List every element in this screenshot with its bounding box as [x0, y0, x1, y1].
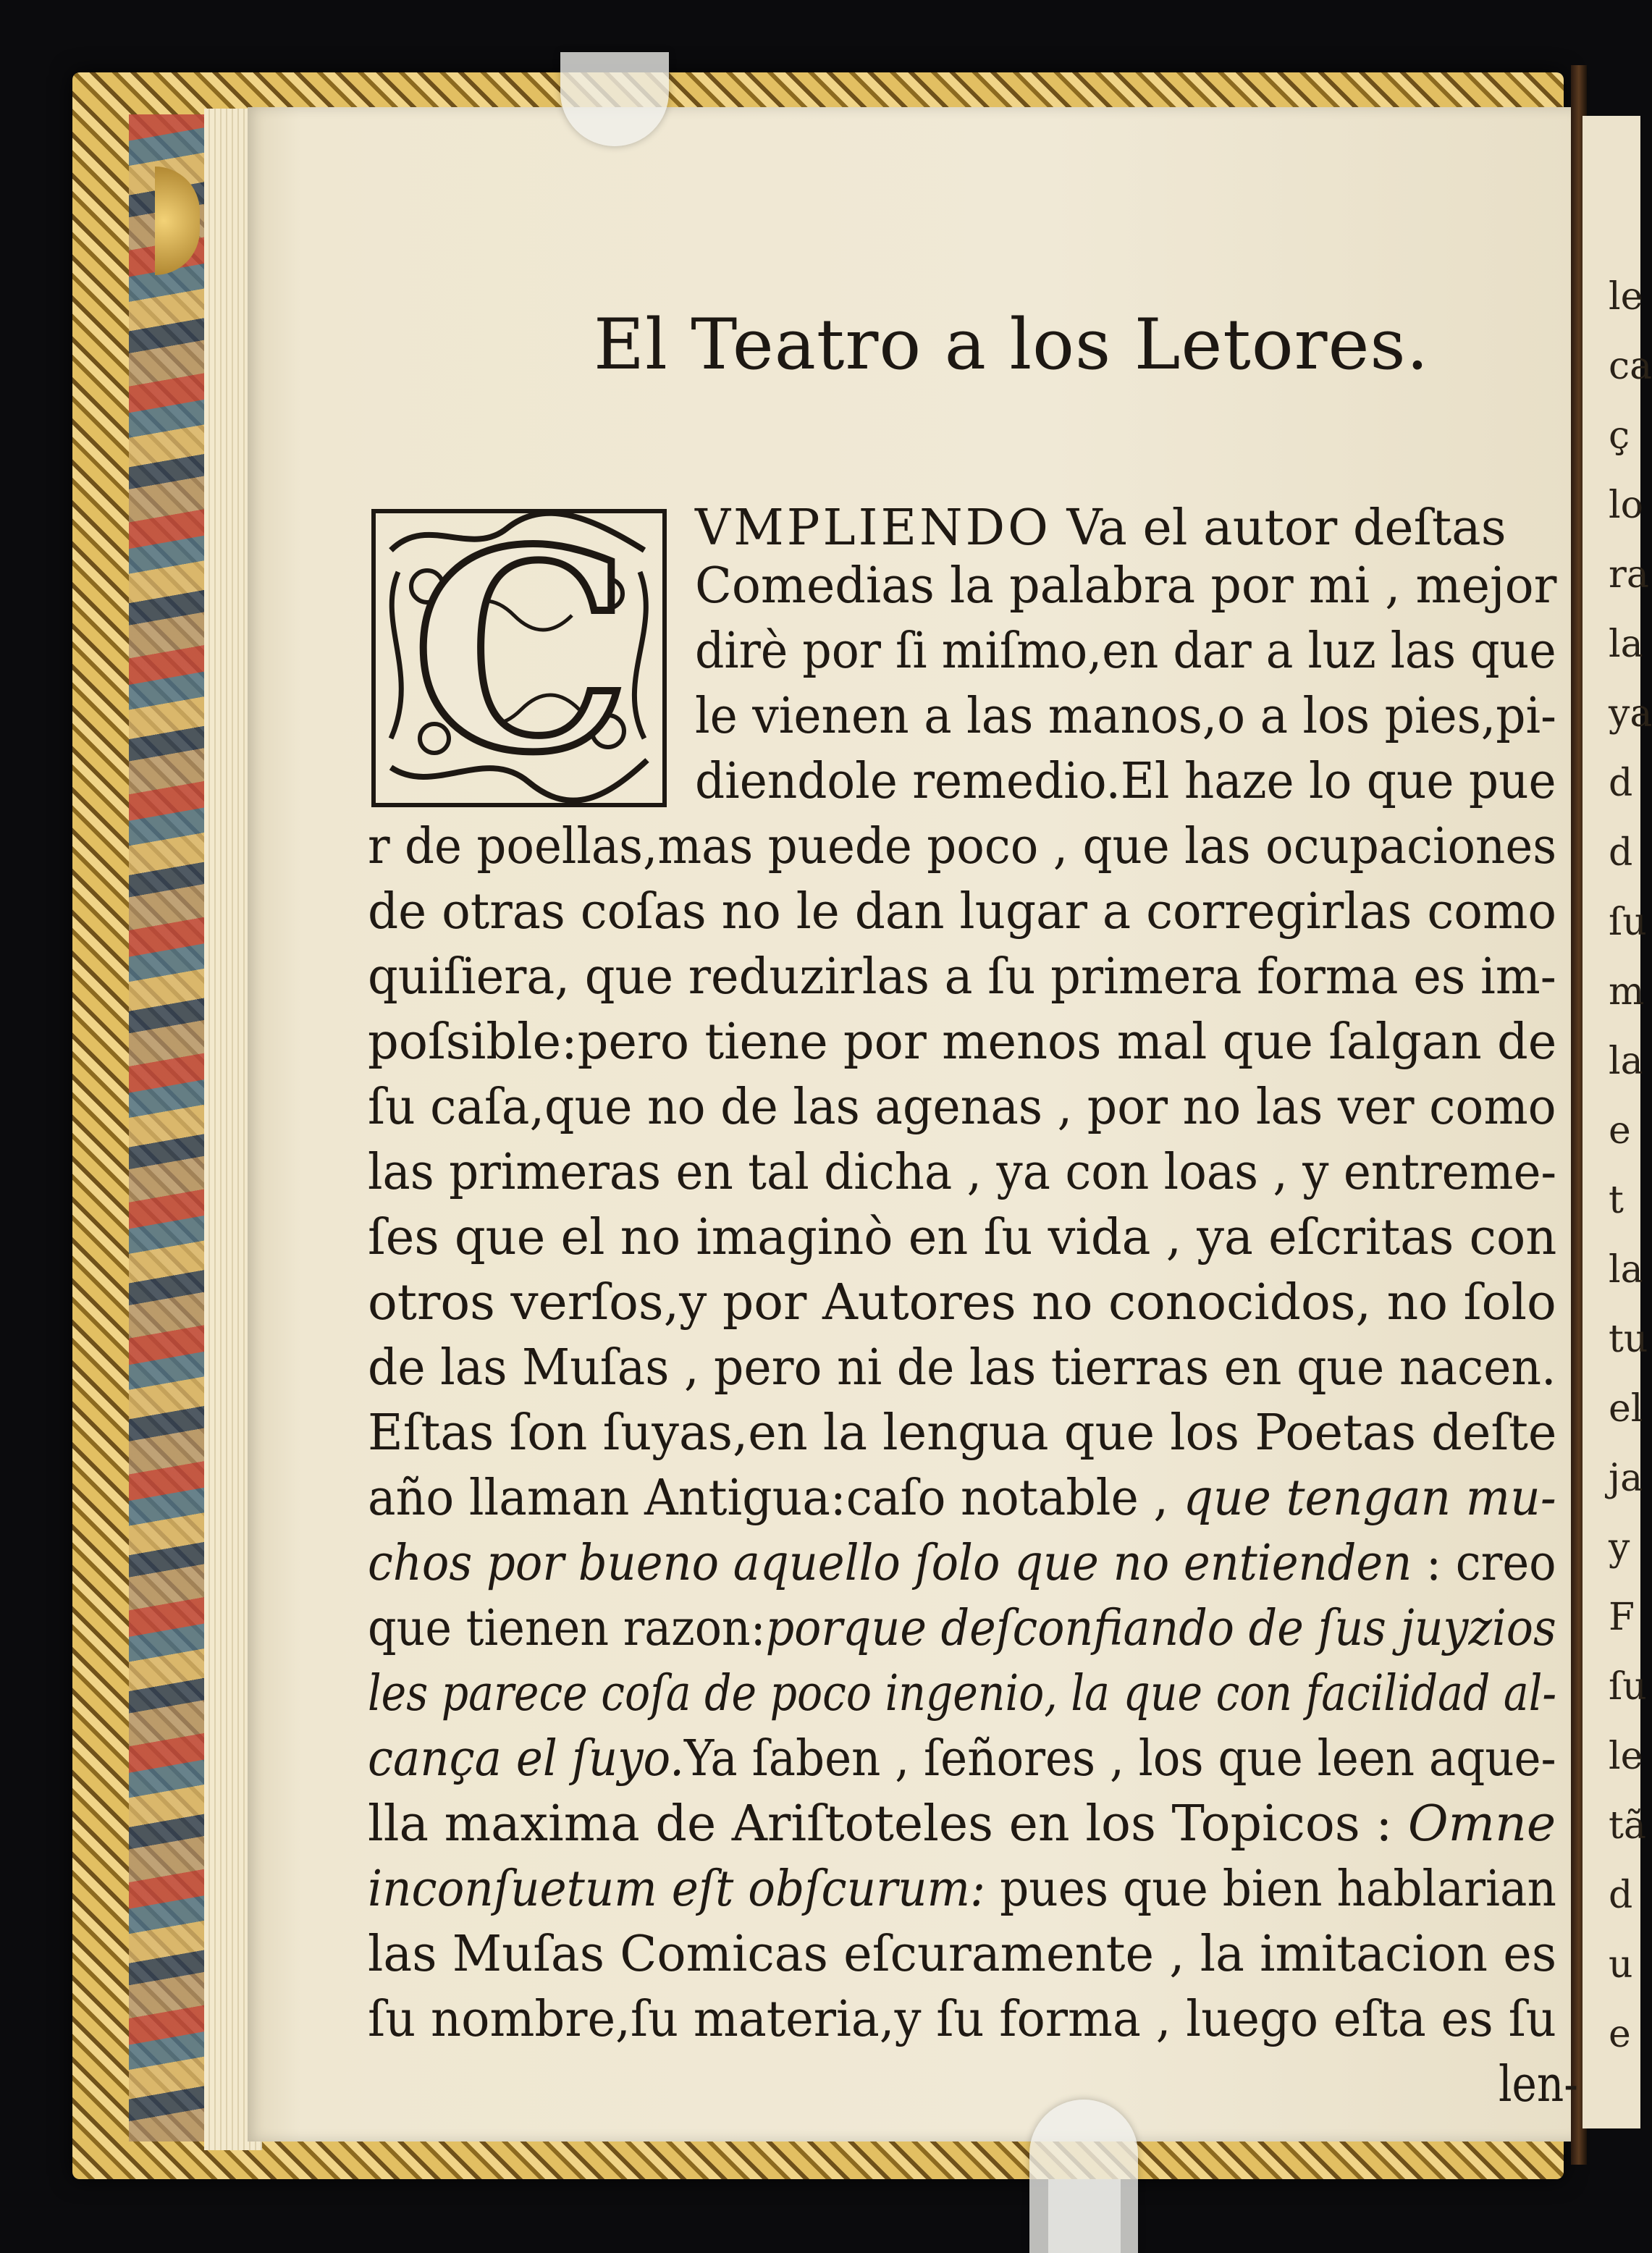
text-segment: chos por bueno aquello ſolo que no entienden [368, 1535, 1412, 1592]
text-segment: de otras coſas no le dan lugar a corregirlas como [368, 883, 1557, 940]
text-segment: inconſuetum eſt obſcurum: [368, 1861, 986, 1918]
text-segment: que tienen razon: [368, 1600, 766, 1657]
facing-page-fragment: ſu [1609, 901, 1647, 944]
facing-page-fragment: d [1609, 831, 1633, 875]
text-line [695, 500, 1506, 557]
text-line [368, 1600, 1556, 1658]
dropcap-letter: C [411, 489, 631, 813]
text-line [695, 557, 1556, 615]
text-segment: r de poellas,mas puede poco , que las ocupaciones [368, 818, 1557, 875]
text-line [368, 1274, 1556, 1332]
text-line [368, 1991, 1556, 2049]
facing-page-fragment: le [1609, 1735, 1643, 1778]
facing-page-fragment: u [1609, 1943, 1633, 1987]
marbled-endpaper [129, 114, 208, 2142]
text-line [368, 1079, 1556, 1137]
text-segment: : creo [1412, 1535, 1556, 1592]
text-line [368, 1144, 1556, 1202]
facing-page-fragment: e [1609, 1109, 1631, 1153]
text-segment: porque deſconfiando de ſus juyzios [765, 1600, 1556, 1657]
facing-page-fragment: ra [1609, 553, 1649, 597]
facing-page-fragment: d [1609, 762, 1633, 805]
text-line [368, 1014, 1556, 1071]
text-segment: año llaman Antigua:caſo notable , [368, 1470, 1184, 1527]
text-segment: ſes que el no imaginò en ſu vida , ya eſcritas con [368, 1209, 1557, 1266]
text-line [368, 948, 1556, 1006]
facing-page-fragment: ja [1609, 1457, 1643, 1500]
text-line [368, 1535, 1556, 1593]
facing-page-fragment: ç [1609, 414, 1630, 458]
facing-page-fragment: le [1609, 275, 1643, 319]
text-line [368, 1861, 1556, 1919]
text-segment: len- [1499, 2056, 1578, 2113]
facing-page-fragment: lo [1609, 484, 1643, 527]
facing-page-fragment: la [1609, 1040, 1643, 1083]
facing-page-fragment: tã [1609, 1804, 1646, 1848]
text-segment: ſu caſa,que no de las agenas , por no las ver como [368, 1079, 1556, 1136]
facing-page-fragment: F [1609, 1596, 1635, 1639]
text-segment: poſsible:pero tiene por menos mal que ſalgan de [368, 1014, 1557, 1071]
text-line [368, 883, 1556, 941]
text-segment: lla maxima de Ariſtoteles en los Topicos : [368, 1795, 1408, 1853]
text-segment: las Muſas Comicas eſcuramente , la imitacion es [368, 1926, 1557, 1983]
facing-page-fragment: ya [1609, 692, 1652, 736]
text-segment: las primeras en tal dicha , ya con loas , y entreme- [368, 1144, 1557, 1201]
text-segment: le vienen a las manos,o a los pies,pi- [695, 688, 1556, 745]
text-line [695, 623, 1556, 681]
text-line [368, 1209, 1556, 1267]
page-title: El Teatro a los Letores. [594, 304, 1430, 385]
facing-page-fragment: ca [1609, 345, 1652, 388]
text-line [368, 1665, 1556, 1723]
facing-page-fragment: y [1609, 1526, 1630, 1570]
text-line [695, 753, 1556, 811]
text-line [368, 1926, 1556, 1984]
text-segment: dirè por ſi miſmo,en dar a luz las que [695, 623, 1556, 680]
text-segment: otros verſos,y por Autores no conocidos, no ſolo [368, 1274, 1556, 1331]
text-segment: quiſiera, que reduzirlas a ſu primera forma es im- [368, 948, 1556, 1006]
text-segment: que tengan mu- [1183, 1470, 1556, 1527]
facing-page-fragment: ſu [1609, 1665, 1647, 1709]
facing-page-fragment: el [1609, 1387, 1643, 1431]
facing-page-fragment: d [1609, 1874, 1633, 1917]
text-segment: de las Muſas , pero ni de las tierras en que nacen. [368, 1339, 1556, 1397]
text-line [368, 1730, 1556, 1788]
text-line [368, 1405, 1556, 1462]
text-line [1499, 2056, 1578, 2114]
text-segment: Ya ſaben , ſeñores , los que leen aque- [683, 1730, 1556, 1787]
facing-page-fragment: la [1609, 623, 1643, 666]
text-segment: Comedias la palabra por mi , mejor [695, 557, 1557, 615]
text-line [368, 1470, 1556, 1528]
text-line [368, 818, 1556, 876]
text-line [695, 688, 1556, 746]
text-segment: ſu nombre,ſu materia,y ſu forma , luego eſta es ſu [368, 1991, 1556, 2048]
text-line [368, 1795, 1556, 1853]
facing-page-fragment: m [1609, 970, 1645, 1014]
facing-page-fragment: la [1609, 1248, 1643, 1292]
facing-page-fragment: tu [1609, 1318, 1648, 1361]
facing-page-fragment: t [1609, 1179, 1624, 1222]
facing-page-fragment: e [1609, 2013, 1631, 2056]
text-segment: VMPLIENDO [695, 500, 1051, 557]
text-segment: diendole remedio.El haze lo que pue [695, 753, 1556, 810]
text-segment: Va el autor deſtas [1050, 500, 1506, 557]
text-segment: cança el ſuyo. [368, 1730, 684, 1787]
text-line [368, 1339, 1556, 1397]
text-segment: pues que bien hablarian [985, 1861, 1556, 1918]
text-segment: Eſtas ſon ſuyas,en la lengua que los Poetas deſte [368, 1405, 1557, 1462]
text-segment: Omne [1407, 1795, 1556, 1853]
bottom-clip-stem [1048, 2179, 1121, 2253]
text-segment: les parece coſa de poco ingenio, la que con facilidad al- [368, 1665, 1557, 1722]
